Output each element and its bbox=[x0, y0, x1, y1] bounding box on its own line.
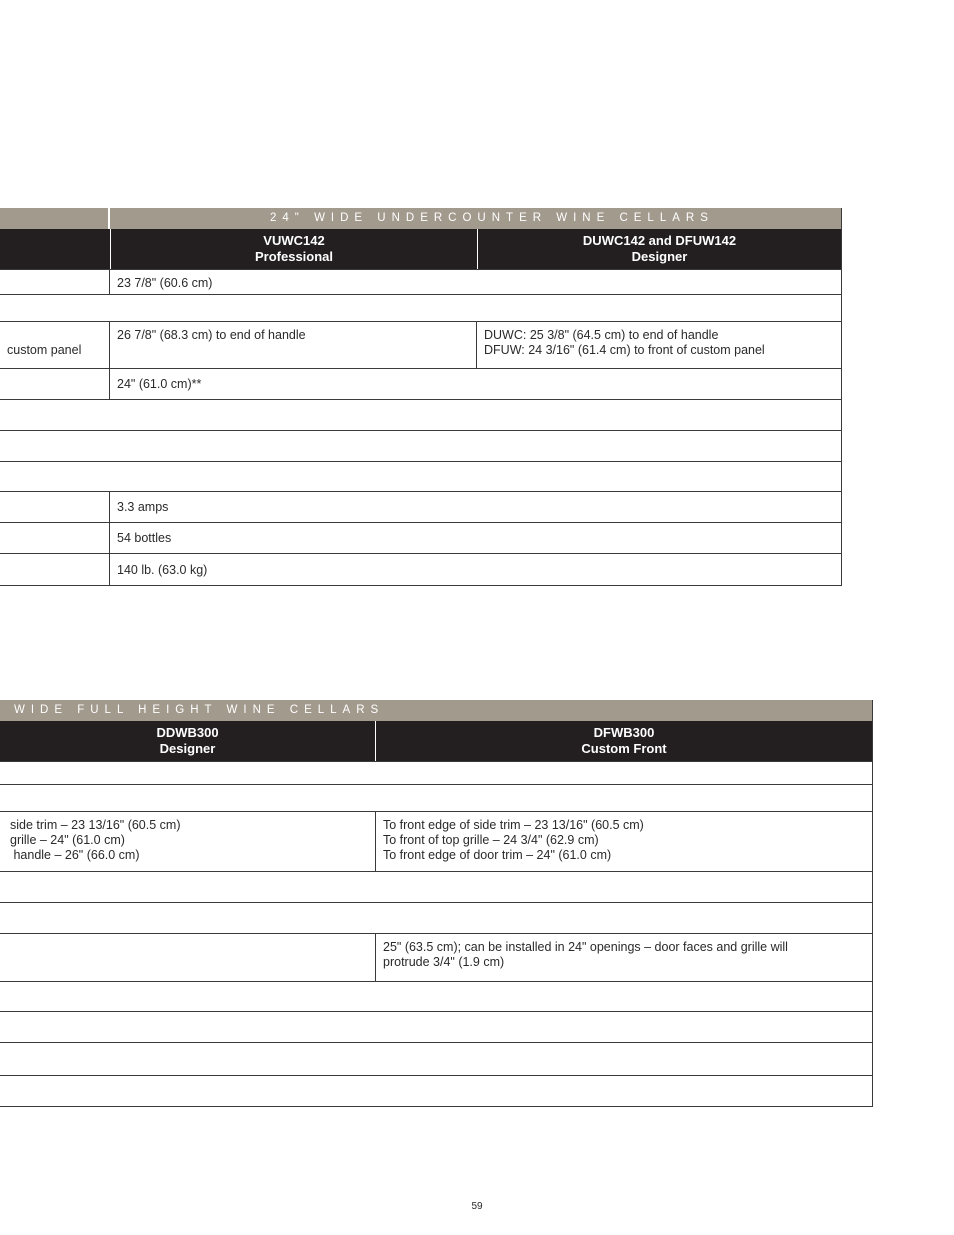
model-header-row bbox=[0, 229, 841, 269]
table-row bbox=[0, 294, 841, 321]
spec-value: To front edge of side trim – 23 13/16" (60.5 cm) To front of top grille – 24 3/4" (62.9 cm) To front edge of door trim – 24" (61.0 cm) bbox=[375, 812, 872, 871]
table-row bbox=[0, 321, 841, 368]
spec-value: 3.3 amps bbox=[109, 492, 841, 522]
full-height-spec-table bbox=[0, 700, 873, 1107]
model-name: DFWB300 bbox=[593, 725, 655, 740]
model-name: DUWC142 and DFUW142 bbox=[582, 233, 737, 248]
spec-value: 140 lb. (63.0 kg) bbox=[109, 554, 841, 585]
table-row bbox=[0, 871, 872, 902]
band-label-cell bbox=[0, 208, 109, 229]
table-row bbox=[0, 981, 872, 1011]
model-header-row bbox=[0, 721, 872, 761]
spec-value: 24" (61.0 cm)** bbox=[109, 369, 841, 399]
table-row bbox=[0, 269, 841, 294]
table-row bbox=[0, 933, 872, 981]
undercounter-spec-table bbox=[0, 208, 842, 586]
table-row bbox=[0, 430, 841, 461]
table-row bbox=[0, 784, 872, 811]
model-line: Designer bbox=[159, 741, 216, 756]
model-name: VUWC142 bbox=[263, 233, 325, 248]
table-row bbox=[0, 399, 841, 430]
row-label: custom panel bbox=[7, 343, 82, 357]
model-line: Designer bbox=[631, 249, 688, 264]
spec-value: 25" (63.5 cm); can be installed in 24" openings – door faces and grille will protrude 3/4" (1.9 cm) bbox=[375, 934, 872, 981]
table-row bbox=[0, 368, 841, 399]
table-row bbox=[0, 491, 841, 522]
table-row bbox=[0, 902, 872, 933]
table-title-band: 24" WIDE UNDERCOUNTER WINE CELLARS bbox=[109, 208, 841, 229]
model-name: DDWB300 bbox=[156, 725, 219, 740]
table-row bbox=[0, 1075, 872, 1106]
header-vuwc142 bbox=[110, 229, 477, 269]
table-row bbox=[0, 522, 841, 553]
spec-value: 26 7/8" (68.3 cm) to end of handle bbox=[109, 322, 476, 368]
table-band-row bbox=[0, 208, 841, 229]
table-row bbox=[0, 761, 872, 784]
model-line: Custom Front bbox=[581, 741, 667, 756]
table-row bbox=[0, 553, 841, 585]
header-label-cell bbox=[0, 229, 110, 269]
spec-value: side trim – 23 13/16" (60.5 cm) grille – 24" (61.0 cm) handle – 26" (66.0 cm) bbox=[10, 818, 181, 862]
spec-value: DUWC: 25 3/8" (64.5 cm) to end of handle DFUW: 24 3/16" (61.4 cm) to front of custom panel bbox=[476, 322, 841, 368]
spec-value: 54 bottles bbox=[109, 523, 841, 553]
header-dfwb300 bbox=[375, 721, 872, 761]
table-row bbox=[0, 811, 872, 871]
table-row bbox=[0, 1011, 872, 1042]
table-row bbox=[0, 1042, 872, 1075]
table-title-band: WIDE FULL HEIGHT WINE CELLARS bbox=[0, 700, 872, 721]
spec-value: 23 7/8" (60.6 cm) bbox=[109, 270, 841, 294]
model-line: Professional bbox=[254, 249, 334, 264]
header-ddwb300 bbox=[0, 721, 375, 761]
header-duwc142 bbox=[477, 229, 841, 269]
page-number: 59 bbox=[471, 1201, 483, 1212]
table-row bbox=[0, 461, 841, 491]
